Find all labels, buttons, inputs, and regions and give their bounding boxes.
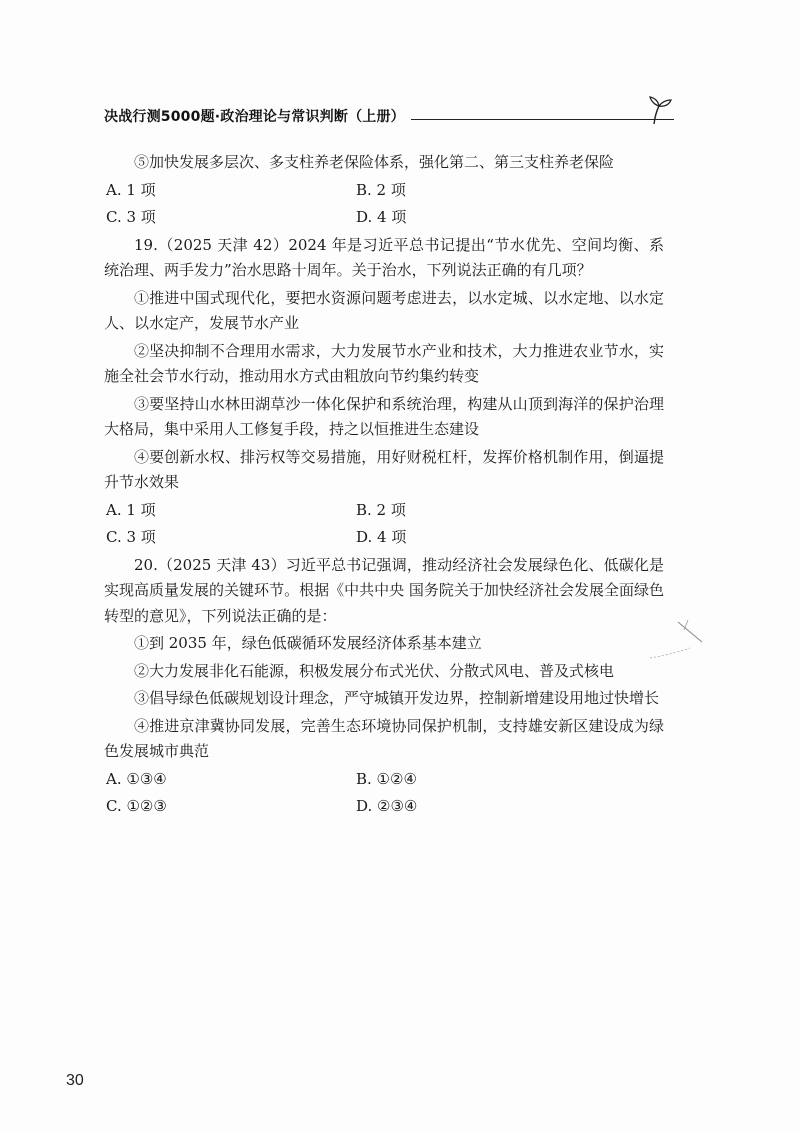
answer-option: D. 4 项 [356,528,407,546]
page-number: 30 [66,1072,84,1089]
answer-option: D. ②③④ [356,797,418,815]
answer-option: C. ①②③ [106,797,167,815]
answer-option: C. 3 项 [106,528,156,546]
paragraph: ③倡导绿色低碳规划设计理念，严守城镇开发边界，控制新增建设用地过快增长 [134,689,660,707]
sprout-icon [646,96,672,126]
scan-mark [648,612,708,662]
paragraph: 20.（2025 天津 43）习近平总书记强调，推动经济社会发展绿色化、低碳化是实现高质量发展的关键环节。根据《中共中央 国务院关于加快经济社会发展全面绿色转型的意见》，下列说法正确的是： [104,555,664,625]
paragraph: ③要坚持山水林田湖草沙一体化保护和系统治理，构建从山顶到海洋的保护治理大格局，集中采用人工修复手段，持之以恒推进生态建设 [104,394,664,438]
answer-option: A. 1 项 [106,180,156,199]
paragraph: ①推进中国式现代化，要把水资源问题考虑进去，以水定城、以水定地、以水定人、以水定产，发展节水产业 [104,288,664,332]
answer-option: A. ①③④ [106,769,167,788]
answer-option: A. 1 项 [106,500,156,519]
answer-options [104,498,664,551]
paragraph: ④推进京津冀协同发展，完善生态环境协同保护机制，支持雄安新区建设成为绿色发展城市典范 [104,716,664,760]
paragraph: ①到 2035 年，绿色低碳循环发展经济体系基本建立 [134,634,482,652]
question-content [104,150,664,822]
answer-option: B. 2 项 [356,180,406,199]
answer-options [104,178,664,231]
paragraph: ②大力发展非化石能源，积极发展分布式光伏、分散式风电、普及式核电 [134,661,615,680]
answer-option: C. 3 项 [106,208,156,226]
answer-options [104,767,664,820]
answer-option: D. 4 项 [356,208,407,226]
answer-option: B. ①②④ [356,769,417,788]
paragraph: ⑤加快发展多层次、多支柱养老保险体系，强化第二、第三支柱养老保险 [134,153,615,171]
header-rule [411,119,674,120]
paragraph: 19.（2025 天津 42）2024 年是习近平总书记提出“节水优先、空间均衡、系统治理、两手发力”治水思路十周年。关于治水，下列说法正确的有几项？ [104,235,664,279]
paragraph: ②坚决抑制不合理用水需求，大力发展节水产业和技术，大力推进农业节水，实施全社会节水行动，推动用水方式由粗放向节约集约转变 [104,341,664,385]
paragraph: ④要创新水权、排污权等交易措施，用好财税杠杆，发挥价格机制作用，倒逼提升节水效果 [104,447,664,491]
answer-option: B. 2 项 [356,500,406,519]
running-header [104,104,674,128]
header-title: 决战行测5000题·政治理论与常识判断（上册） [104,109,405,125]
